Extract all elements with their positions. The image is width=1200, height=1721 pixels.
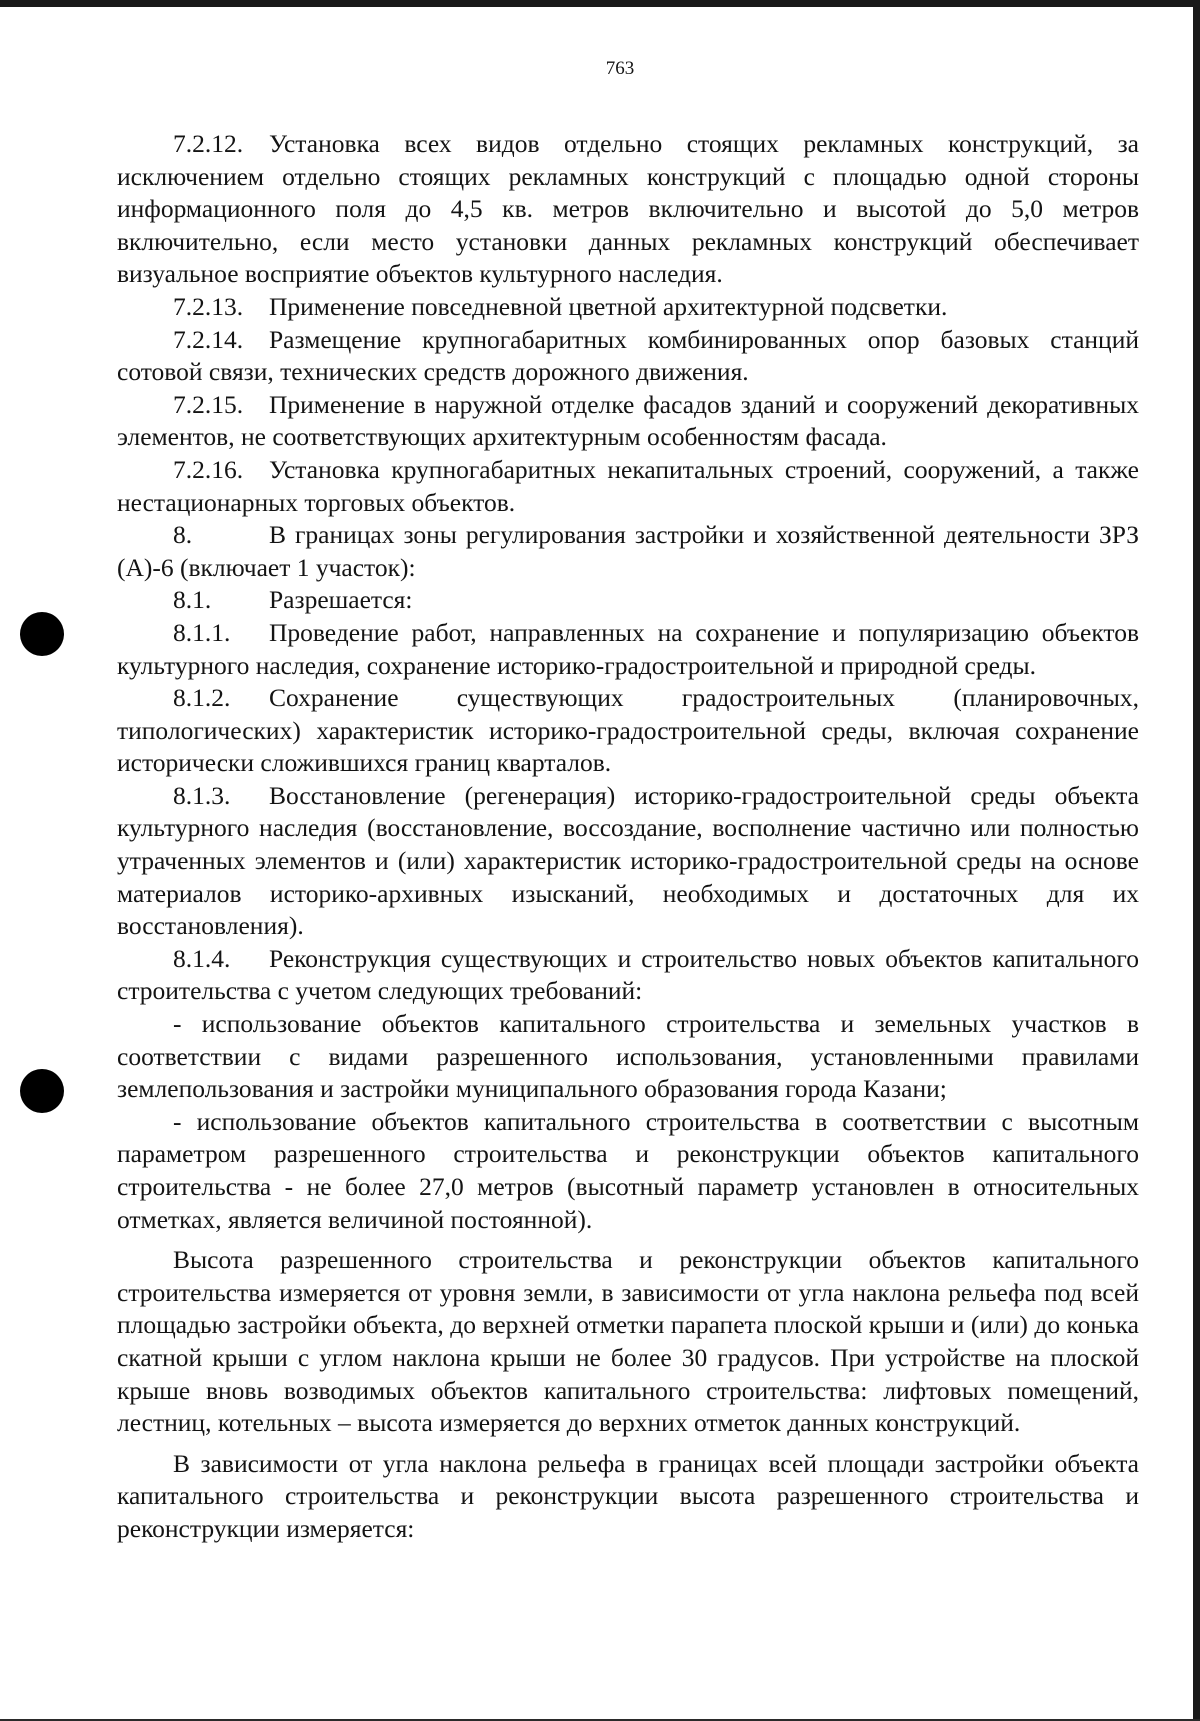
paragraph-number: 8.1.2. xyxy=(173,683,231,713)
bullet-item xyxy=(117,1008,1139,1106)
paragraph-height-measurement xyxy=(117,1244,1139,1440)
bullet-item xyxy=(117,1106,1139,1236)
spacer xyxy=(117,1440,1139,1448)
paragraph-7-2-15 xyxy=(117,389,1139,454)
paragraph-number: 7.2.12. xyxy=(173,129,244,158)
page-number: 763 xyxy=(605,58,635,79)
paragraph-number: 8. xyxy=(173,520,193,550)
paragraph-number: 8.1.3. xyxy=(173,780,231,810)
paragraph-8-1-3 xyxy=(117,780,1139,943)
paragraph-relief-slope xyxy=(117,1448,1139,1546)
paragraph-text: Высота разрешенного строительства и реконструкции объектов капитального строительства измеряется от уровня земли, в зависимости от угла наклона рельефа под всей площадью застройки объекта, до верхней отметки парапета плоской крыши и (или) до конька скатной крыши с углом наклона крыши не более 30 градусов. При устройстве на плоской крыше вновь возводимых объектов капитального строительства: лифтовых помещений, лестниц, котельных – высота измеряется до верхних отметок данных конструкций. xyxy=(117,1245,1139,1438)
paragraph-text: Установка всех видов отдельно стоящих рекламных конструкций, за исключением отдельно стоящих рекламных конструкций с площадью одной стороны информационного поля до 4,5 кв. метров включительно и высотой до 5,0 метров включительно, если место установки данных рекламных конструкций обеспечивает визуальное восприятие объектов культурного наследия. xyxy=(117,129,1139,289)
paragraph-7-2-14 xyxy=(117,324,1139,389)
paragraph-text: В зависимости от угла наклона рельефа в границах всей площади застройки объекта капитального строительства и реконструкции высота разрешенного строительства и реконструкции измеряется: xyxy=(117,1448,1139,1543)
paragraph-number: 7.2.13. xyxy=(173,291,244,321)
paragraph-number: 8.1.1. xyxy=(173,617,231,647)
paragraph-8-1-1 xyxy=(117,617,1139,682)
paragraph-number: 7.2.15. xyxy=(173,389,244,419)
paragraph-8-1 xyxy=(117,584,1139,617)
paragraph-8-1-2 xyxy=(117,682,1139,780)
paragraph-text: Разрешается: xyxy=(269,585,413,615)
scan-edge-top xyxy=(0,0,1200,7)
paragraph-number: 8.1. xyxy=(173,585,212,615)
paragraph-text: Размещение крупногабаритных комбинированных опор базовых станций сотовой связи, технических средств дорожного движения. xyxy=(117,324,1139,387)
scan-edge-right xyxy=(1193,0,1200,1721)
paragraph-text: Применение в наружной отделке фасадов зданий и сооружений декоративных элементов, не соответствующих архитектурным особенностям фасада. xyxy=(117,389,1139,452)
paragraph-text: Установка крупногабаритных некапитальных строений, сооружений, а также нестационарных торговых объектов. xyxy=(117,454,1139,517)
paragraph-text: Реконструкция существующих и строительство новых объектов капитального строительства с учетом следующих требований: xyxy=(117,943,1139,1006)
paragraph-number: 8.1.4. xyxy=(173,943,231,973)
paragraph-number: 7.2.14. xyxy=(173,324,244,354)
paragraph-7-2-12 xyxy=(117,128,1139,291)
paragraph-text: Проведение работ, направленных на сохранение и популяризацию объектов культурного наследия, сохранение историко-градостроительной и природной среды. xyxy=(117,617,1139,680)
paragraph-text: Восстановление (регенерация) историко-градостроительной среды объекта культурного наследия (восстановление, воссоздание, восполнение частично или полностью утраченных элементов и (или) характеристик историко-градостроительной среды на основе материалов историко-архивных изысканий, необходимых и достаточных для их восстановления). xyxy=(117,780,1139,941)
paragraph-text: В границах зоны регулирования застройки и хозяйственной деятельности ЗРЗ (А)-6 (включает 1 участок): xyxy=(117,520,1139,582)
paragraph-text: Применение повседневной цветной архитектурной подсветки. xyxy=(269,291,948,321)
paragraph-text: - использование объектов капитального строительства в соответствии с высотным параметром разрешенного строительства и реконструкции объектов капитального строительства - не более 27,0 метров (высотный параметр установлен в относительных отметках, является величиной постоянной). xyxy=(117,1106,1139,1234)
paragraph-8-1-4 xyxy=(117,943,1139,1008)
paragraph-number: 7.2.16. xyxy=(173,454,244,484)
paragraph-text: - использование объектов капитального строительства и земельных участков в соответствии с видами разрешенного использования, установленными правилами землепользования и застройки муниципального образования города Казани; xyxy=(117,1009,1139,1104)
punch-hole-icon xyxy=(20,612,64,656)
paragraph-7-2-16 xyxy=(117,454,1139,519)
document-body xyxy=(117,128,1139,1546)
paragraph-text: Сохранение существующих градостроительных (планировочных, типологических) характеристик историко-градостроительной среды, включая сохранение исторически сложившихся границ кварталов. xyxy=(117,683,1139,778)
paragraph-8 xyxy=(117,519,1139,584)
paragraph-7-2-13 xyxy=(117,291,1139,324)
spacer xyxy=(117,1236,1139,1244)
punch-hole-icon xyxy=(20,1069,64,1113)
